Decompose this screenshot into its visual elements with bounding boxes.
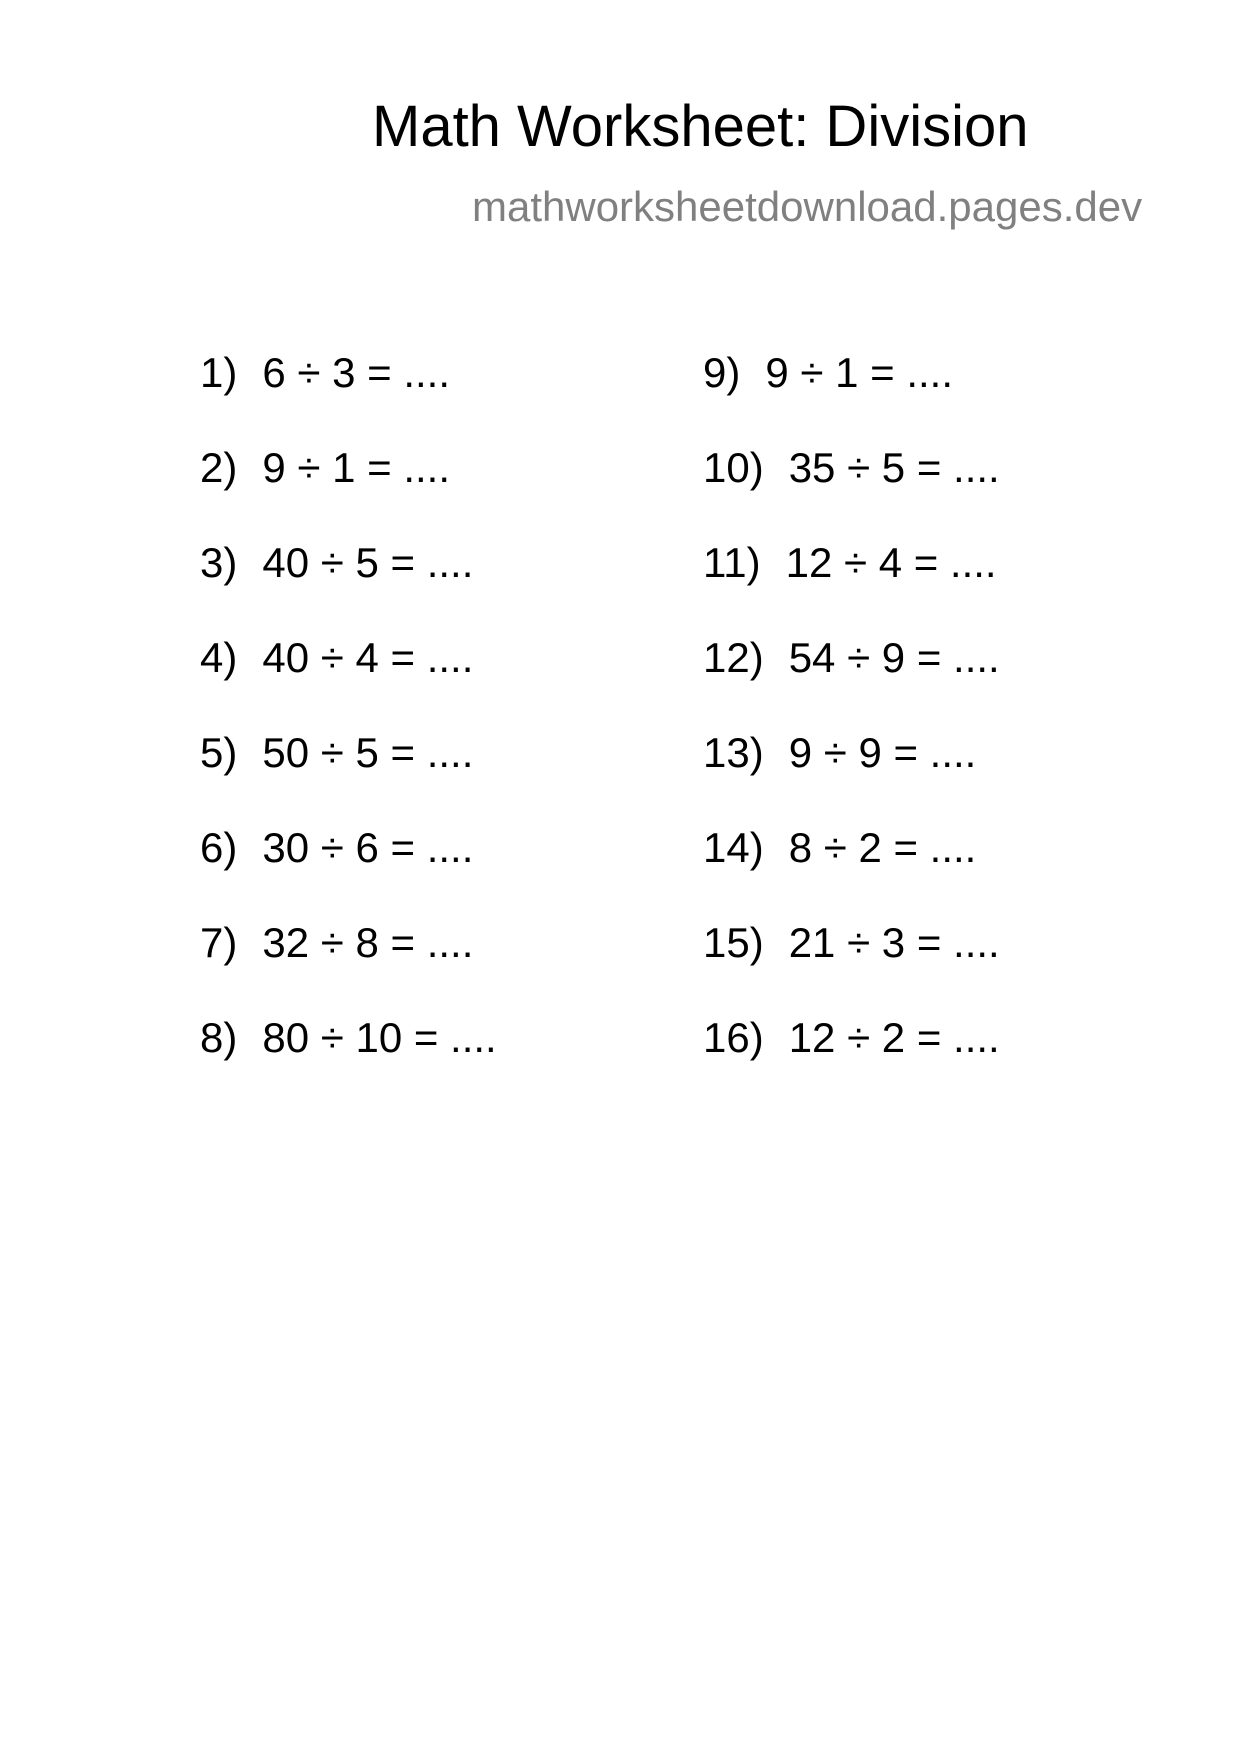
problem-expression: 9 ÷ 1 = .... [262,444,451,491]
problem-number: 7) [200,919,238,966]
problem-expression: 40 ÷ 4 = .... [262,634,474,681]
problem-expression: 54 ÷ 9 = .... [788,634,1000,681]
problem-item [200,824,497,922]
worksheet-source-url: mathworksheetdownload.pages.dev [472,183,1143,230]
problems-column-left [200,349,497,1112]
problem-item [200,1014,497,1112]
problem-number: 15) [703,919,764,966]
problem-number: 14) [703,824,764,871]
problem-expression: 80 ÷ 10 = .... [262,1014,497,1061]
problem-expression: 35 ÷ 5 = .... [788,444,1000,491]
problem-expression: 12 ÷ 4 = .... [785,539,997,586]
problem-number: 4) [200,634,238,681]
problem-item [200,729,497,827]
problem-item [200,634,497,732]
problem-expression: 21 ÷ 3 = .... [788,919,1000,966]
problem-number: 11) [703,539,761,586]
problem-item [200,349,497,447]
problem-number: 9) [703,349,741,396]
problem-number: 3) [200,539,238,586]
problem-number: 6) [200,824,238,871]
problems-column-right [703,349,1000,1112]
problem-item [200,539,497,637]
problem-expression: 9 ÷ 9 = .... [788,729,977,776]
problem-number: 8) [200,1014,238,1061]
problem-expression: 30 ÷ 6 = .... [262,824,474,871]
problem-item [703,539,1000,637]
problem-number: 13) [703,729,764,776]
problem-item [703,729,1000,827]
problem-expression: 9 ÷ 1 = .... [765,349,954,396]
problem-expression: 50 ÷ 5 = .... [262,729,474,776]
problem-item [703,634,1000,732]
problem-item [703,349,1000,447]
problem-number: 2) [200,444,238,491]
problem-expression: 12 ÷ 2 = .... [788,1014,1000,1061]
problem-number: 12) [703,634,764,681]
problem-number: 10) [703,444,764,491]
problem-number: 5) [200,729,238,776]
problem-item [200,444,497,542]
problem-item [200,919,497,1017]
problem-expression: 8 ÷ 2 = .... [788,824,977,871]
problem-item [703,444,1000,542]
problem-item [703,919,1000,1017]
problem-item [703,1014,1000,1112]
problem-item [703,824,1000,922]
problem-expression: 6 ÷ 3 = .... [262,349,451,396]
problem-expression: 40 ÷ 5 = .... [262,539,474,586]
worksheet-title: Math Worksheet: Division [372,94,1029,159]
problem-number: 1) [200,349,238,396]
problem-expression: 32 ÷ 8 = .... [262,919,474,966]
problem-number: 16) [703,1014,764,1061]
